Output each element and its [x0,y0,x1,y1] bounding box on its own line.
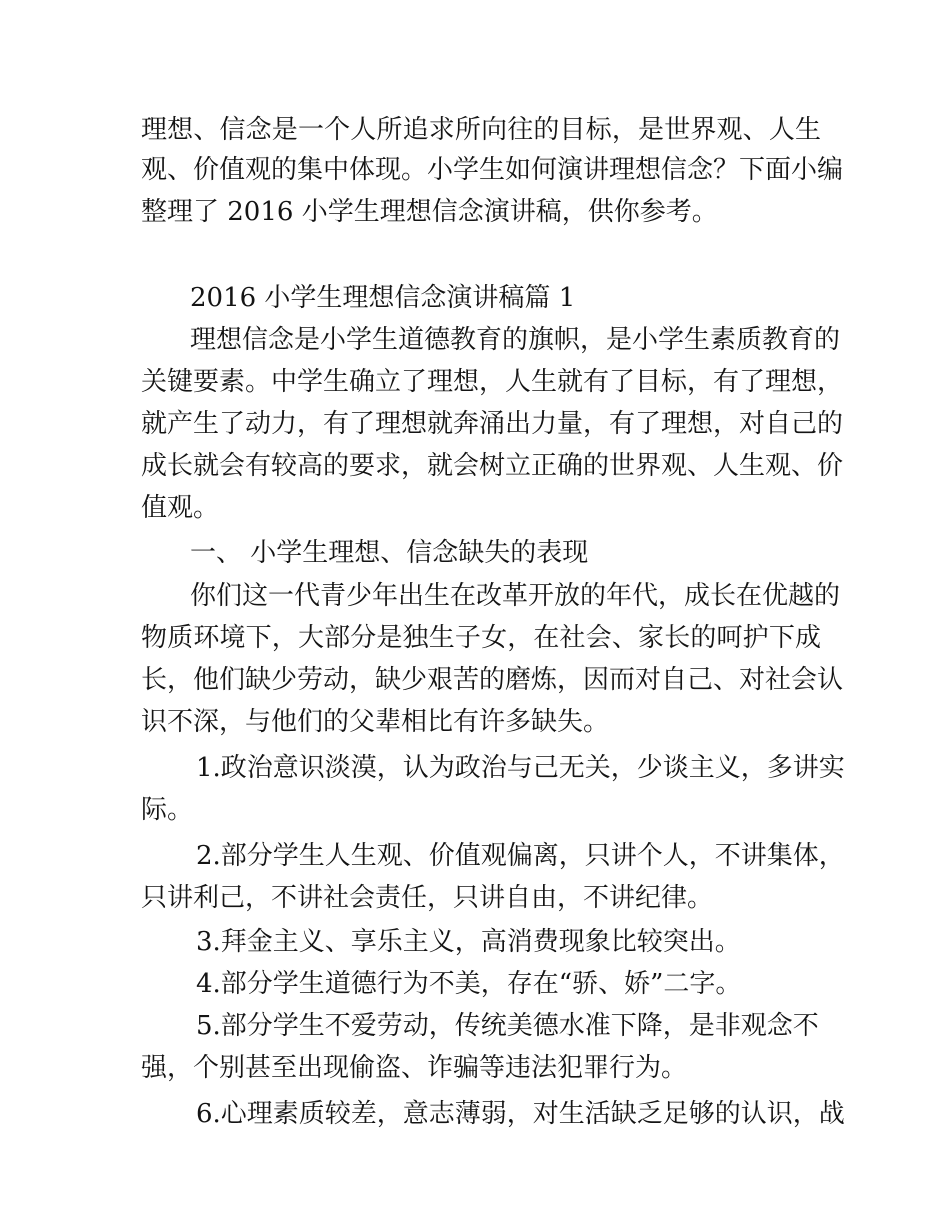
intro-line: 观、价值观的集中体现。小学生如何演讲理想信念？下面小编 [141,155,844,185]
list-item-continuation: 只讲利己，不讲社会责任，只讲自由，不讲纪律。 [141,883,714,913]
subheading: 一、 小学生理想、信念缺失的表现 [190,538,589,568]
list-item: 6.心理素质较差，意志薄弱，对生活缺乏足够的认识，战 [196,1099,845,1129]
paragraph-line: 值观。 [141,493,220,523]
list-item: 1.政治意识淡漠，认为政治与己无关，少谈主义，多讲实 [196,753,845,783]
list-item: 3.拜金主义、享乐主义，高消费现象比较突出。 [196,927,741,957]
list-item-continuation: 际。 [141,795,194,825]
list-item: 2.部分学生人生观、价值观偏离，只讲个人，不讲集体， [196,841,845,871]
paragraph-line: 识不深，与他们的父辈相比有许多缺失。 [141,707,610,737]
intro-line: 理想、信念是一个人所追求所向往的目标，是世界观、人生 [141,115,821,145]
section-heading: 2016 小学生理想信念演讲稿篇 1 [190,283,576,313]
list-item: 5.部分学生不爱劳动，传统美德水准下降，是非观念不 [196,1011,819,1041]
paragraph-line: 长，他们缺少劳动，缺少艰苦的磨炼，因而对自己、对社会认 [141,665,844,695]
list-item-continuation: 强，个别甚至出现偷盗、诈骗等违法犯罪行为。 [141,1053,688,1083]
paragraph-line: 理想信念是小学生道德教育的旗帜，是小学生素质教育的 [190,325,841,355]
paragraph-line: 成长就会有较高的要求，就会树立正确的世界观、人生观、价 [141,451,844,481]
paragraph-line: 物质环境下，大部分是独生子女，在社会、家长的呵护下成 [141,623,821,653]
paragraph-line: 就产生了动力，有了理想就奔涌出力量，有了理想，对自己的 [141,409,844,439]
paragraph-line: 关键要素。中学生确立了理想，人生就有了目标，有了理想， [141,367,844,397]
intro-line: 整理了 2016 小学生理想信念演讲稿，供你参考。 [141,197,718,227]
list-item: 4.部分学生道德行为不美，存在“骄、娇”二字。 [196,969,742,999]
paragraph-line: 你们这一代青少年出生在改革开放的年代，成长在优越的 [190,581,841,611]
